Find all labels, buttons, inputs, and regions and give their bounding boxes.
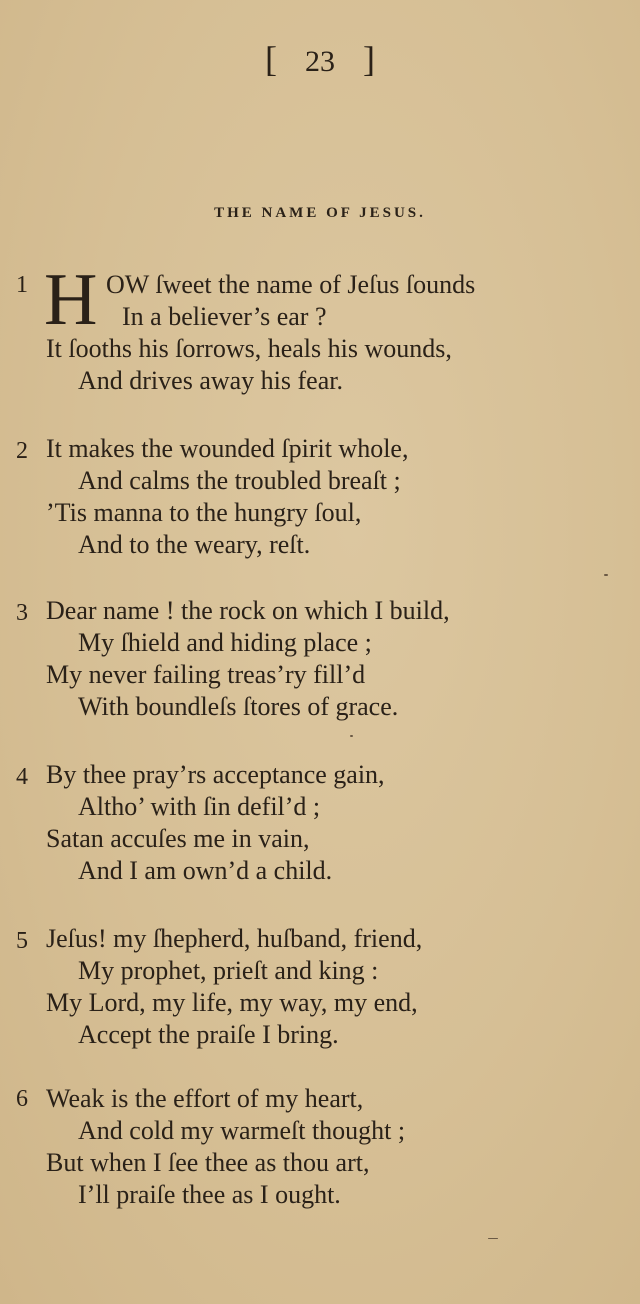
verse-line: And to the weary, reſt. [78,530,311,559]
verse-line: By thee pray’rs acceptance gain, [46,760,385,789]
hymn-title: THE NAME OF JESUS. [214,205,426,221]
left-bracket: [ [265,39,277,79]
drop-cap: H [44,259,98,341]
verse-line: OW ſweet the name of Jeſus ſounds [106,270,476,299]
verse-line: It makes the wounded ſpirit whole, [46,434,409,463]
right-bracket: ] [363,39,375,79]
stanza-number: 2 [16,438,28,464]
verse-line: My prophet, prieſt and king : [78,956,379,985]
verse-line: But when I ſee thee as thou art, [46,1148,370,1177]
verse-line: Satan accuſes me in vain, [46,824,310,853]
paper-speck [604,574,608,576]
verse-line: It ſooths his ſorrows, heals his wounds, [46,334,452,363]
verse-line: And drives away his fear. [78,366,343,395]
stanza-number: 5 [16,928,28,954]
verse-line: Accept the praiſe I bring. [78,1020,339,1049]
verse-line: With boundleſs ſtores of grace. [78,692,399,721]
verse-line: Dear name ! the rock on which I build, [46,596,450,625]
stanza-number: 4 [16,764,28,790]
verse-line: In a believer’s ear ? [122,302,327,331]
verse-line: ’Tis manna to the hungry ſoul, [46,498,362,527]
verse-line: My Lord, my life, my way, my end, [46,988,418,1017]
verse-line: Altho’ with ſin defil’d ; [78,792,321,821]
verse-line: I’ll praiſe thee as I ought. [78,1180,341,1209]
verse-line: And I am own’d a child. [78,856,333,885]
verse-line: My ſhield and hiding place ; [78,628,372,657]
stanza-number: 6 [16,1086,28,1112]
stanza-number: 3 [16,600,28,626]
verse-line: Jeſus! my ſhepherd, huſband, friend, [46,924,423,953]
paper-speck [350,735,353,737]
verse-line: Weak is the effort of my heart, [46,1084,364,1113]
verse-line: And cold my warmeſt thought ; [78,1116,406,1145]
page-number-value: 23 [305,45,335,78]
verse-line: My never failing treas’ry fill’d [46,660,366,689]
stanza-number: 1 [16,272,28,298]
verse-line: And calms the troubled breaſt ; [78,466,401,495]
page-number [0,38,640,80]
paper-speck [488,1238,498,1239]
